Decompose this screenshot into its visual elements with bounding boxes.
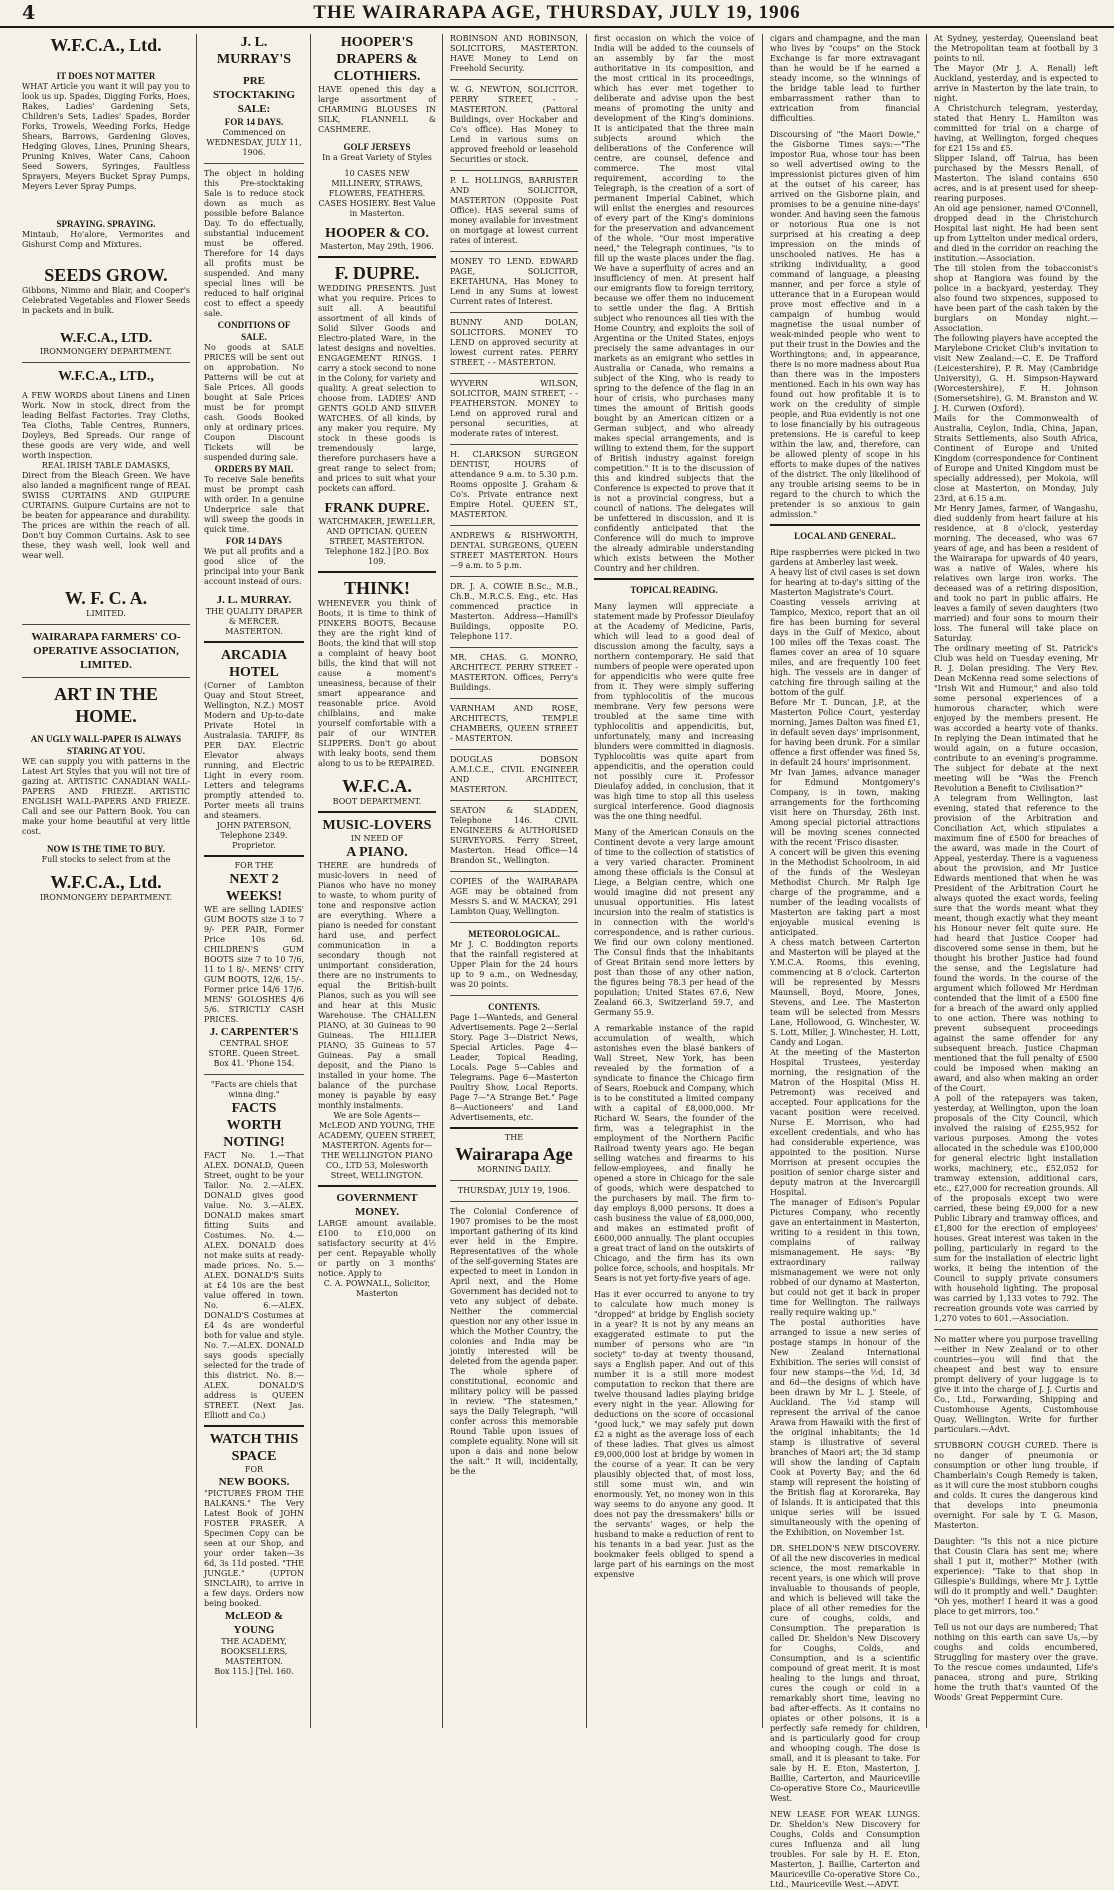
hooper-text: HAVE opened this day a large assortment of CHARMING BLOUSES IN SILK, FLANNELL & CASHMERE. bbox=[318, 85, 436, 134]
topical-item: Many of the American Consuls on the Continent devote a very large amount of time to the collection of statistics of a very varied character. Prominent among these officials is the Consul at Liege, a Belgian centre, which one would imagine did not present any unusual opportunities. His latest incursion into the realm of statistics is in connection with the world's correspondence, and is rather curious. We find our own colony mentioned. The Consul finds that the inhabitants of Great Britain send more letters by post than those of any other nation, the figures being 78.3 per head of the population; United States 67.6, New Zealand 66.3, Switzerland 59.7, and Germany 55.9. bbox=[594, 828, 754, 1017]
local-general-heading: LOCAL AND GENERAL. bbox=[794, 531, 896, 541]
conditions-text: No goods at SALE PRICES will be sent out on approbation. No Patterns will be cut at Sale Prices. All goods bought at Sale Prices must be for prompt cash. Goods Booked only at ordinary prices. Coupon Discount Tickets will be suspended during sale. bbox=[204, 343, 304, 462]
wfca-curtains-text: Direct from the Bleach Green. We have also landed a magnificent range of REAL SWISS CURTAINS AND GUIPURE CURTAINS. Guipure Curtains are not to be beaten for appearance and durability. The prices are within the reach of all. Don't buy Common Curtains. Ask to see these, they wash well, look well and wear well. bbox=[22, 471, 190, 560]
wfca-limited-title: W. F. C. A. bbox=[64, 588, 148, 608]
wfca-linens-text: A FEW WORDS about Linens and Linen Work. Now in stock, direct from the leading Belfast Factories. Tray Cloths, Tea Cloths, Table Centres, Runners, Doyleys, Bed Spreads. Our range of these goods are very wide, and well worth inspection. bbox=[22, 391, 190, 460]
murray-days: FOR 14 DAYS. bbox=[224, 117, 284, 127]
seeds-title: SEEDS GROW. bbox=[44, 265, 168, 285]
column-rule bbox=[442, 34, 443, 1728]
wfca-boot-title: W.F.C.A. bbox=[342, 776, 412, 796]
think-title: THINK! bbox=[343, 578, 410, 598]
advertisement: Tell us not our days are numbered; That nothing on this earth can save Us,—by coughs and colds encumbered, Struggling for mastery over the grave. To the rescue comes undaunted, Life's panacea, strong and pure, Striking home the truth that's vaunted Of the Woods' Great Peppermint Cure. bbox=[934, 1623, 1098, 1702]
arcadia-owner: JOHN PATERSON, Telephone 2349. Proprietor. bbox=[216, 821, 292, 850]
mcleod-title: McLEOD & YOUNG bbox=[224, 1610, 284, 1636]
professional-card: VARNHAM AND ROSE, ARCHITECTS, TEMPLE CHAMBERS, QUEEN STREET - MASTERTON. bbox=[450, 704, 578, 743]
topical-item: Has it ever occurred to anyone to try to calculate how much money is "dropped" at bridge by English society in a year? It is not by any means an exaggerated estimate to put the number of persons who are "in society" to-day at twenty thousand, says a English paper. And out of this number it is a still more modest computation to reckon that there are twelve thousand ladies playing bridge every night in the year. Allowing for deductions on the score of occasional "good luck," we may safely put down £2 a night as the average loss of each of these ladies. That gives us almost £9,000,000 lost at bridge by women in the course of a year. It can be very plausibly objected that, of most loss, still some must win, and win enormously. Yet, no money won in this way seems to do anyone any good. It does not pay the dressmakers' bills or the servants' wages, or help the husband to make a reduction of rent to his tenants in a bad year. Just as the bookmaker feels obliged to spend a large part of his earnings on the most expensive bbox=[594, 1290, 754, 1579]
music-agents: We are Sole Agents— McLEOD AND YOUNG, THE ACADEMY, QUEEN STREET, MASTERTON. Agents for— THE WELLINGTON PIANO CO., LTD 53, Molesworth Street, WELLINGTON. bbox=[318, 1111, 436, 1180]
golf-jerseys: GOLF JERSEYS bbox=[343, 142, 411, 152]
hooper-title: HOOPER'S DRAPERS & CLOTHIERS. bbox=[333, 35, 421, 84]
coop-association: WAIRARAPA FARMERS' CO-OPERATIVE ASSOCIATION, LIMITED. bbox=[31, 631, 181, 671]
column-rule bbox=[196, 34, 197, 1728]
meteorological-text: Mr J. C. Boddington reports that the rainfall registered at Upper Plain for the 24 hours up to 9 a.m., on Wednesday, was 20 points. bbox=[450, 940, 578, 989]
paper-the: THE bbox=[504, 1133, 524, 1142]
wfca-ironmongery-sub: IRONMONGERY DEPARTMENT. bbox=[40, 347, 172, 356]
masthead bbox=[0, 0, 1114, 28]
paper-nameplate: Wairarapa Age bbox=[455, 1144, 573, 1164]
orders-text: To receive Sale benefits must be prompt cash with order. In a genuine Underprice sale that will sweep the goods in quick time. bbox=[204, 475, 304, 534]
column-7 bbox=[930, 34, 1102, 1728]
watch-title: WATCH THIS SPACE bbox=[209, 1432, 299, 1464]
advertisement: STUBBORN COUGH CURED. There is no danger of pneumonia or consumption or other lung trouble, if Chamberlain's Cough Remedy is taken, as it will cure the most stubborn coughs and colds. It cures the dangerous kind that develops into pneumonia overnight. For sale by T. G. Mason, Masterton. bbox=[934, 1441, 1098, 1530]
professional-card: P. L. HOLLINGS, BARRISTER AND SOLICITOR, MASTERTON (Opposite Post Office). HAS several sums of money available for investment on mortgage at lowest current rates of interest. bbox=[450, 176, 578, 245]
local-item: Ripe raspberries were picked in two gardens at Amberley last week. bbox=[770, 548, 920, 567]
murray-footer-title: J. L. MURRAY. bbox=[216, 594, 292, 606]
local-item: At the meeting of the Masterton Hospital Trustees, yesterday morning, the resignation of the Matron of the Hospital (Miss H. Petremont) was received and accepted. Four applications for the vacant position were received. Nurse E. Morrison, who had excellent credentials, and who has had considerable experience, was appointed to the position. Nurse Morrison at present occupies the position of senior charge sister and deputy matron at the Invercargill Hospital. bbox=[770, 1048, 920, 1197]
art-text: WE can supply you with patterns in the Latest Art Styles that you will not tire of gazing at. ARTISTIC CANADIAN WALL-PAPERS AND FRIEZE. ARTISTIC ENGLISH WALL-PAPERS AND FRIEZE. Call and see our Pattern Book. You can make your home beautiful at very little cost. bbox=[22, 757, 190, 836]
think-text: WHENEVER you think of Boots, it is time to think of PINKERS BOOTS, Because they are the right kind of Boots, the kind that will stop a complaint of heavy boot bills, the kind that will not cause a moment's uneasiness, because of their smart appearance and reasonable price. Avoid chilblains, and make yourself comfortable with a pair of our WINTER SLIPPERS. Don't go about with leaky boots, send them along to us to be REPAIRED. bbox=[318, 599, 436, 768]
paper-date: THURSDAY, JULY 19, 1906. bbox=[457, 1186, 571, 1195]
leader-continued: first occasion on which the voice of India will be added to the counsels of an assembly by far the most authoritative in its composition, and the most critical in its proceedings, which has ever met together to deliberate and advise upon the best means of promoting the unity and development of the King's dominions. It is anticipated that the three main subjects around which the deliberations of the Conference will centre, are counsel, defence and commerce. The most vital requirement, according to the Telegraph, is the creation of a sort of permanent Imperial Cabinet, which will enlist the energies and resources of every part of the King's dominions for the preservation and advancement of the whole. "Our most imperative need," the Telegraph continues, "is to fill up the waste places under the flag. We have a superfluity of acres and an insufficiency of men. At present half our emigrants flow to foreign territory, because we offer them no inducement to settle under the flag. A British subject who renounces all ties with the Home Country, and exploits the soil of Argentina or the United States, enjoys precisely the same advantages in our markets as an emigrant who settles in Australia or Canada, who remains a subject of the King, who is ready to spring to the defence of the flag in an hour of crisis, who purchases many times the amount of British goods bought by an American citizen or a German subject, and who already makes special arrangements, and is willing to extend them, for the support of British industry against foreign competition." It is to the discussion of this and kindred subjects that the Conference is expected to prove that it is not a provincial congress, but a council of nations. The delegates will be unfettered in discussion, and it is confidently anticipated that the Conference will do much to improve the already admirable understanding which exists between the Mother Country and her children. bbox=[594, 34, 754, 573]
news-item: A Christchurch telegram, yesterday, stated that Henry L. Hamilton was committed for trial on a charge of having, at Wellington, forged cheques for £21 15s and £5. bbox=[934, 104, 1098, 153]
professional-card: DOUGLAS DOBSON A.M.I.C.E., CIVIL ENGINEER AND ARCHITECT, MASTERTON. bbox=[450, 755, 578, 794]
art-stock: Full stocks to select from at the bbox=[41, 855, 171, 864]
watch-text: "PICTURES FROM THE BALKANS." The Very Latest Book of JOHN FOSTER FRASER. A Specimen Copy can be seen at our Shop, and your order taken—3s 6d, 3s 11d posted. "THE JUNGLE." (UPTON SINCLAIR), to arrive in a few days. Orders now being booked. bbox=[204, 1489, 304, 1608]
leader-article: The Colonial Conference of 1907 promises to be the most important gathering of its kind ever held in the Empire. Representatives of the whole of the self-governing States are expected to meet in London in April next, and the Home Government has decided not to veto any subject of debate. Neither the commercial question nor any other issue in which the Mother Country, the colonies and India may be jointly interested will be deleted from the agenda paper. The whole sphere of constitutional, economic and military policy will be passed in review. "The statesmen," says the Daily Telegraph, "will confer across this memorable Round Table upon issues of complete equality. None will sit upon a dais and none below the salt." It will, incidentally, be the bbox=[450, 1207, 578, 1476]
next-text: WE are selling LADIES' GUM BOOTS size 3 to 7 9/- PER PAIR, Former Price 10s 6d. CHILDREN'S GUM BOOTS size 7 to 10 7/6, 11 to 1 8/-. MENS' CITY GUM BOOTS, 12/6, 15/-. Former price 14/6 17/6. MENS' GOLOSHES 4/6 5/6. STRICTLY CASH PRICES. bbox=[204, 905, 304, 1024]
professional-card: WYVERN WILSON, SOLICITOR, MAIN STREET, - - FEATHERSTON. MONEY to Lend on approved rural and personal securities, at moderate rates of interest. bbox=[450, 379, 578, 438]
column-3 bbox=[314, 34, 440, 1728]
column-4 bbox=[446, 34, 582, 1728]
carpenter-motto: "Facts are chiels that winna ding." bbox=[210, 1080, 298, 1099]
murray-footer-sub: THE QUALITY DRAPER & MERCER. MASTERTON. bbox=[205, 607, 303, 636]
hooper-co-date: Masterton, May 29th, 1906. bbox=[320, 242, 434, 251]
page-number: 4 bbox=[22, 2, 36, 24]
advertisement: Daughter: "Is this not a nice picture that Cousin Clara has sent me; where shall I put it, mother?" Mother (with experience): "Take to that shop in Gillespie's Buildings, where Mr J. Lyttle will do it promptly and well." Daughter: "Oh yes, mother! I heard it was a good place to get mirrors, too." bbox=[934, 1537, 1098, 1616]
music-sub: IN NEED OF bbox=[350, 834, 404, 843]
column-5 bbox=[590, 34, 758, 1728]
art-time: NOW IS THE TIME TO BUY. bbox=[47, 844, 165, 854]
fourteen-days: FOR 14 DAYS bbox=[225, 536, 283, 546]
local-item: Mr Ivan James, advance manager for Edmund Montgomery's Company, is in town, making arrangements for the forthcoming visit here on Thursday, 26th inst. Among special pictorial attractions will be moving scenes connected with the recent 'Frisco disaster. bbox=[770, 768, 920, 847]
murray-text: The object in holding this Pre-stocktaking Sale is to reduce stock down as much as possible before Balance Day. To do effectually, substantial inducement must be offered. Therefore for 14 days all profits must be suspended. And many special lines will be reduced to half original cost to effect a speedy sale. bbox=[204, 169, 304, 318]
dupre-title: F. DUPRE. bbox=[334, 263, 420, 283]
wfca-ad-text: WHAT Article you want it will pay you to look us up. Spades, Digging Forks, Hoes, Rakes, Ladies' Gardening Sets, Children's Sets, Ladies' Spades, Border Forks, Trowels, Weeding Forks, Hedge Shears, Barrows, Gardening Gloves, Hedging Gloves, Lines, Pruning Shears, Pruning Knives, Water Cans, Cahoon Seed Sowers, Syringes, Faultless Sprayers, Meyers Bucket Spray Pumps, Meyers Lever Spray Pumps. bbox=[22, 82, 190, 191]
local-item: Coasting vessels arriving at Tampico, Mexico, report that an oil fire has been burning for several days in the Gulf of Mexico, about 100 miles off the Texas coast. The flames cover an area of 10 square miles, and are frequently 100 feet high. The vessels are in danger of catching fire through sailing at the bottom of the gulf. bbox=[770, 598, 920, 697]
wfca-ad-heading: IT DOES NOT MATTER bbox=[56, 71, 156, 81]
hooper-co-title: HOOPER & CO. bbox=[325, 226, 429, 241]
professional-card: MONEY TO LEND. EDWARD PAGE, SOLICITOR, EKETAHUNA, Has Money to Lend in any Sums at lowest Current rates of Interest. bbox=[450, 257, 578, 306]
wfca-limited-sub: LIMITED. bbox=[86, 609, 126, 618]
carpenter-box: Box 41. 'Phone 154. bbox=[213, 1059, 295, 1068]
frank-dupre-title: FRANK DUPRE. bbox=[324, 501, 430, 516]
wfca-damasks-heading: REAL IRISH TABLE DAMASKS, bbox=[41, 461, 171, 470]
music-title: MUSIC-LOVERS bbox=[322, 818, 432, 833]
wfca-boot-sub: BOOT DEPARTMENT. bbox=[332, 797, 422, 806]
newspaper-title: THE WAIRARAPA AGE, THURSDAY, JULY 19, 1906 bbox=[313, 2, 801, 23]
watch-for: FOR bbox=[244, 1465, 264, 1474]
next-heading: FOR THE bbox=[234, 861, 274, 870]
column-rule bbox=[310, 34, 311, 1728]
govt-money-title: GOVERNMENT MONEY. bbox=[336, 1192, 418, 1218]
orders-heading: ORDERS BY MAIL bbox=[214, 464, 294, 474]
professional-card: MR. CHAS. G. MONRO, ARCHITECT. PERRY STREET - MASTERTON. Offices, Perry's Buildings. bbox=[450, 653, 578, 692]
mcleod-box: Box 115.] [Tel. 160. bbox=[214, 1667, 294, 1676]
murray-title: J. L. MURRAY'S bbox=[216, 35, 292, 67]
wfca-final-title: W.F.C.A., Ltd. bbox=[50, 872, 162, 892]
art-title: ART IN THE HOME. bbox=[54, 684, 158, 726]
professional-card: W. G. NEWTON, SOLICITOR. PERRY STREET, - - MASTERTON. (Pattoral Buildings, over Hockaber and Co's office). Has Money to Lend in various sums on approved freehold or leasehold Securities or stock. bbox=[450, 85, 578, 164]
local-item: The manager of Edison's Popular Pictures Company, who recently gave an entertainment in Masterton, writing to a resident in this town, complains of railway mismanagement. He says: "By extraordinary railway mismanagement we were not only robbed of our dynamo at Masterton, but could not get it back in proper time for Wellington. The railways really require waking up." bbox=[770, 1198, 920, 1317]
topical-heading: TOPICAL READING. bbox=[630, 585, 718, 595]
carpenter-sub: CENTRAL SHOE STORE. Queen Street. bbox=[208, 1039, 300, 1058]
profits-text: We put all profits and a good slice of the principal into your Bank account instead of ours. bbox=[204, 547, 304, 586]
spraying-heading: SPRAYING. SPRAYING. bbox=[56, 219, 156, 229]
local-item: Before Mr T. Duncan, J.P., at the Masterton Police Court, yesterday morning, James Dalton was fined £1, in default seven days' imprisonment, for having been drunk. For a similar offence a first offender was fined 5s, in default 24 hours' imprisonment. bbox=[770, 698, 920, 767]
frank-dupre-sub: WATCHMAKER, JEWELLER, AND OPTICIAN. QUEEN STREET, MASTERTON. bbox=[318, 517, 436, 546]
professional-card: DR. J. A. COWIE B.Sc., M.B., Ch.B., M.R.C.S. Eng., etc. Has commenced practice in Masterton. Address—Hamill's Buildings, opposite P.O. Telephone 117. bbox=[450, 582, 578, 641]
advertisement: No matter where you purpose travelling—either in New Zealand or to other countries—you will find that the cheapest and best way to ensure prompt delivery of your luggage is to give it into the charge of J. J. Curtis and Co., Ltd., Forwarding, Shipping and Customhouse Agents, Customhouse Quay, Wellington. Write for further particulars.—Advt. bbox=[934, 1335, 1098, 1434]
mcleod-sub: THE ACADEMY, BOOKSELLERS, MASTERTON. bbox=[220, 1637, 288, 1666]
professional-card: ROBINSON AND ROBINSON, SOLICITORS, MASTERTON. HAVE Money to Lend on Freehold Security. bbox=[450, 34, 578, 73]
professional-card: COPIES of the WAIRARAPA AGE may be obtained from Messrs S. and W. MACKAY, 291 Lambton Quay, Wellington. bbox=[450, 877, 578, 916]
news-item: The till stolen from the tobacconist's shop at Rangiora was found by the police in a backyard, yesterday. They also found two sixpences, supposed to have been part of the cash taken by the burglars on Monday night.—Association. bbox=[934, 264, 1098, 333]
local-item: A chess match between Carterton and Masterton will be played at the Y.M.C.A. Rooms, this evening, commencing at 8 o'clock. Carterton will be represented by Messrs Maunsell, Boyd, Moore, Jones, Stevens, and Lee. The Masterton team will be selected from Messrs Lane, Hollowood, G. Winchester, W. S. Lott, Miller, J. Winchester, H. Lott, Candy and Logan. bbox=[770, 938, 920, 1047]
column-1 bbox=[18, 34, 194, 1728]
news-item: Slipper Island, off Tairua, has been purchased by the Messrs Renall, of Masterton. The island contains 650 acres, and is at present used for sheep-rearing purposes. bbox=[934, 154, 1098, 203]
advertisement: DR. SHELDON'S NEW DISCOVERY. Of all the new discoveries in medical science, the most remarkable in recent years, is one which will prove invaluable to thousands of people, and which is believed will take the place of all other remedies for the cure of coughs, colds, and Consumption. The preparation is called Dr. Sheldon's New Discovery for Coughs, Colds, and Consumption, and is a scientific compound of great merit. It is most healing to the lungs and throat, cures the cough or cold in a remarkably short time, leaving no bad after-effects. As it contains no opiates or other poisons, it is a perfectly safe remedy for children, and is particularly good for croup and whooping cough. The dose is small, and it is pleasant to take. For sale by H. E. Eton, Masterton, J. Baillie, Carterton, and Mauriceville Co-operative Store Co., Mauriceville West. bbox=[770, 1544, 920, 1803]
column-6 bbox=[766, 34, 924, 1889]
local-item: A heavy list of civil cases is set down for hearing at to-day's sitting of the Masterton Magistrate's Court. bbox=[770, 568, 920, 597]
news-item: The ordinary meeting of St. Patrick's Club was held on Tuesday evening, Mr R. J. Dolan presiding. The Very Rev. Dean McKenna read some selections of "Irish Wit and Humour," and also told some personal experiences of a humorous character, which were enjoyed by the members present. He was accorded a hearty vote of thanks. In replying the Dean intimated that he would again, on a future occasion, contribute to an evening's programme. The subject for debate at the next meeting will be "Was the French Revolution a Benefit to Civilisation?" bbox=[934, 644, 1098, 793]
dupre-text: WEDDING PRESENTS. Just what you require. Prices to suit all. A beautiful assortment of all kinds of Solid Silver Goods and Electro-plated Ware, in the latest designs and novelties. ENGAGEMENT RINGS. I carry a stock second to none in the Colony, for variety and quality. A great selection to choose from. LADIES' AND GENTS GOLD AND SILVER WATCHES. Of all kinds, by any maker you require. My stock in these goods is tremendously large, therefore purchasers have a great range to select from; and prices to suit what your pockets can afford. bbox=[318, 284, 436, 493]
column-rule bbox=[926, 34, 927, 1728]
news-item: The Mayor (Mr J. A. Renall) left Auckland, yesterday, and is expected to arrive in Masterton by the late train, to night. bbox=[934, 64, 1098, 103]
murray-date: Commenced on WEDNESDAY, JULY 11, 1906. bbox=[206, 128, 302, 157]
wfca-ad-title: W.F.C.A., Ltd. bbox=[50, 35, 162, 55]
murray-sale: PRE STOCKTAKING SALE: bbox=[212, 75, 296, 115]
advertisement: NEW LEASE FOR WEAK LUNGS. Dr. Sheldon's New Discovery for Coughs, Colds and Consumption cures Influenza and all lung troubles. For sale by H. E. Eton, Masterton, J. Baillie, Carterton and Mauriceville Co-operative Store Co., Ltd., Mauriceville West.—ADVT. bbox=[770, 1810, 920, 1889]
meteorological-heading: METEOROLOGICAL. bbox=[468, 929, 560, 939]
music-piano: A PIANO. bbox=[346, 845, 408, 860]
professional-card: ANDREWS & RISHWORTH, DENTAL SURGEONS, QUEEN STREET MASTERTON. Hours—9 a.m. to 5 p.m. bbox=[450, 531, 578, 570]
wfca-ironmongery-title: W.F.C.A., LTD. bbox=[59, 331, 153, 346]
contents-list: Page 1—Wanteds, and General Advertisements. Page 2—Serial Story. Page 3—District News, Special Articles. Page 4—Leader, Topical Reading, Locals. Page 5—Cables and Telegrams. Page 6—Masterton Poultry Show, Local Reports. Page 7—"A Strange Bet." Page 8—Auctioneers' and Land Advertisements, etc. bbox=[450, 1013, 578, 1122]
govt-money-name: C. A. POWNALL, Solicitor, Masterton bbox=[323, 1279, 431, 1298]
golf-text: In a Great Variety of Styles bbox=[322, 153, 432, 162]
music-text: THERE are hundreds of music-lovers in need of Pianos who have no money to waste, to whom purity of tone and responsive action are everything. Where a piano is needed for constant hard use, and perfect communication in a secondary though not unimportant consideration, there are no instruments to equal the British-built Pianos, such as you will see and hear at this Music Warehouse. The CHALLEN PIANO, at 30 Guineas to 90 Guineas. The HILLIER PIANO, 35 Guineas to 57 Guineas. Pay a small deposit, and the Piano is installed in your home. The balance of the purchase money is payable by easy monthly instalments. bbox=[318, 861, 436, 1110]
hooper-cases: 10 CASES NEW MILLINERY, STRAWS, FLOWERS, FEATHERS. CASES HOSIERY. Best Value in Masterton. bbox=[318, 169, 436, 218]
column-2 bbox=[200, 34, 308, 1728]
news-item: Mails for the Commonwealth of Australia, Ceylon, India, China, Japan, Straits Settlements, also South Africa, Continent of Europe and United Kingdom (correspondence for Continent of Europe and United Kingdom must be specially addressed), per Mokoia, will close at Masterton, on Monday, July 23rd, at 6.15 a.m. bbox=[934, 414, 1098, 503]
news-item: At Sydney, yesterday, Queensland beat the Metropolitan team at football by 3 points to nil. bbox=[934, 34, 1098, 63]
govt-money-text: LARGE amount available. £100 to £10,000 on satisfactory security at 4½ per cent. Repayable wholly or partly on 3 months' notice. Apply to bbox=[318, 1219, 436, 1278]
topical-item: A remarkable instance of the rapid accumulation of wealth, which astonishes even the blasé bankers of Wall Street, New York, has been revealed by the formation of a syndicate to finance the Chicago firm of Sears, Roebuck and Company, which is to be constituted a limited company with a capital of £8,000,000. Mr Richard W. Sears, the founder of the firm, was a telegraphist in the employment of the Northern Pacific Railroad twenty years ago. He began selling watches and firearms to his fellow-employees, and finally he opened a store in Chicago for the sale of goods, which were despatched to the purchasers by mail. The firm to-day employs 8,000 persons. It does a cash business the value of £8,000,000, and makes an estimated profit of £600,000 annually. The plant occupies a great tract of land on the outskirts of Chicago, and the firm has its own police force, schools, and hospitals. Mr Sears is not yet forty-five years of age. bbox=[594, 1024, 754, 1283]
local-item: The postal authorities have arranged to issue a new series of postage stamps in honour of the New Zealand International Exhibition. The series will consist of four new stamps—the ½d, 1d, 3d and 6d—the designs of which have been drawn by Mr L. J. Steele, of Auckland. The ½d stamp will represent the arrival of the canoe Arawa from Hawaiki with the first of the original inhabitants; the 1d stamp is illustrative of several branches of Maori art; the 3d stamp will show the landing of Captain Cook at Poverty Bay; and the 6d stamp will represent the hoisting of the British flag at Kororareka, Bay of Islands. It is anticipated that this unique series will be issued simultaneously with the opening of the Exhibition, on November 1st. bbox=[770, 1318, 920, 1537]
arcadia-text: (Corner of Lambton Quay and Stout Street, Wellington, N.Z.) MOST Modern and Up-to-date Private Hotel in Australasia. TARIFF, 8s PER DAY. Electric Elevator always running, and Electric Light in every room. Letters and telegrams promptly attended to. Porter meets all trains and steamers. bbox=[204, 681, 304, 820]
local-item: A concert will be given this evening in the Methodist Schoolroom, in aid of the funds of the Wesleyan Methodist Church. Mr Ralph Ige charge of the programme, and a number of the leading vocalists of Masterton are taking part a most enjoyable musical evening is anticipated. bbox=[770, 848, 920, 937]
art-heading: AN UGLY WALL-PAPER IS ALWAYS STARING AT YOU. bbox=[30, 734, 182, 756]
seeds-text: Gibbons, Nimmo and Blair, and Cooper's Celebrated Vegetables and Flower Seeds in packets and in bulk. bbox=[22, 286, 190, 315]
news-item: The following players have accepted the Marylebone Cricket Club's invitation to visit New Zealand:—C. E. De Trafford (Leicestershire), P. R. May (Cambridge University), G. H. Simpson-Hayward (Worcestershire), F. H. Johnson (Somersetshire), G. M. Branston and W. J. H. Curwen (Oxford). bbox=[934, 334, 1098, 413]
spraying-text: Mintaub, Ho'alore, Vermorites and Gishurst Comp and Mixtures. bbox=[22, 230, 190, 249]
paper-sub: MORNING DAILY. bbox=[477, 1165, 551, 1174]
news-item: A telegram from Wellington, last evening, stated that reference to the provision of the Arbitration and Conciliation Act, which stipulates a maximum fine of £500 for breaches of the award, was made in the Court of Appeal, yesterday. There is a vagueness about the provision, and Mr Justice Edwards mentioned that when he was President of the Arbitration Court he always quoted the exact words, feeling sure that the words meant what they meant, though exactly what they meant his Honour never felt quite sure. He had heard that Justice Cooper had discovered some sense in them, but he thought his brother Justice had found the sense, and the Legislature had found the words. In the course of the argument which followed Mr Herdman contended that the limit of a £500 fine for a breach of the award only applied to one action. There was nothing to prevent subsequent proceedings against the same offender for any subsequent breach. Justice Chapman mentioned that the full penalty of £500 could be imposed when making an award, and also when making an order of the Court. bbox=[934, 794, 1098, 1093]
watch-books: NEW BOOKS. bbox=[218, 1476, 290, 1488]
facts-title: FACTS WORTH NOTING! bbox=[223, 1101, 285, 1150]
arcadia-title: ARCADIA HOTEL bbox=[220, 648, 288, 680]
professional-card: H. CLARKSON SURGEON DENTIST, HOURS of attendance 9 a.m. to 5.30 p.m. Rooms opposite J. Graham & Co's. Private entrance next Empire Hotel. QUEEN ST., MASTERTON. bbox=[450, 450, 578, 519]
topical-item: Discoursing of "the Maori Dowie," the Gisborne Times says:—"The impostor Rua, whose tour has been so well advertised owing to the impressionist pictures given of him at the outset of his career, has arrived on the Gisborne plain, and promises to be a genuine nine-days' wonder. And having seen the famous or notorious Rua one is not surprised at his creating a deep impression on the minds of unschooled natives. He has a striking individuality, a good command of language, a pleasing manner, and per force a style of utterance that in a European would prove most effective and in a campaign of humbug would magnetise the usual number of weak-minded people who went to put their trust in the Dowies and the Worthingtons; and, in appearance, there is no more madness about Rua than there was in the imposters mentioned. Each in his own way has found out how profitable it is to work on the credulity of simple people, and Rua evidently is not one to lose financially by his outrageous pretensions. He is careful to keep within the law, and, therefore, can be allowed plenty of scope in his efforts to make dupes of the natives of the district. The only likelihood of any trouble arising seems to be in regard to the church to which the pretender is so anxious to gain admission." bbox=[770, 130, 920, 519]
carpenter-title: J. CARPENTER'S bbox=[209, 1026, 299, 1038]
topical-continued: cigars and champagne, and the man who lives by "coups" on the Stock Exchange is far more extravagant than he would be if he earned a steady income, so the winnings of the bridge table lead to further embarrassment rather than to extrication from financial difficulties. bbox=[770, 34, 920, 123]
topical-item: Many laymen will appreciate a statement made by Professor Dieulafoy at the Academy of Medicine, Paris, which will lead to a good deal of discussion among the faculty, says a northern contemporary. He said that numbers of people were operated upon for appendicitis who were quite free from it. They were simply suffering from typhlocolitis of the mucous membrane. Very few persons were troubled at the same time with typhlocolitis and appendicitis, but, unfortunately, many and increasing blunders were committed in diagnosis. Typhlocolitis was quite apart from appendicitis, and the operation could not possibly cure it. Professor Dieulafoy added, in conclusion, that it was high time to stop all this useless surgical interference. Good diagnosis was the one thing needful. bbox=[594, 602, 754, 821]
news-item: A poll of the ratepayers was taken, yesterday, at Wellington, upon the loan proposals of the City Council, which involved the raising of £255,952 for various purposes. Among the votes allocated in the schedule was £100,000 for general electric light installation works, machinery, etc., £52,052 for tramway extension, additional cars, etc., £27,000 for recreation grounds. All of the proposals except two were carried, these being £9,000 for a new Public Library and tramway offices, and £1,800 for the erection of employees' houses. Great interest was taken in the polling, particularly in regard to the sum for the installation of electric light works, it being the intention of the Council to supply private consumers with household lighting. The proposal was carried by 1,133 votes to 792. The recreation grounds vote was carried by 1,270 votes to 601.—Association. bbox=[934, 1094, 1098, 1323]
frank-dupre-tel: Telephone 182.] [P.O. Box 109. bbox=[325, 547, 429, 566]
professional-card: BUNNY AND DOLAN, SOLICITORS. MONEY TO LEND on approved security at lowest current rates. PERRY STREET, - - MASTERTON. bbox=[450, 318, 578, 367]
professional-card: SEATON & SLADDEN, Telephone 146. CIVIL ENGINEERS & AUTHORISED SURVEYORS. Ferry Street, Masterton. Head Office—14 Brandon St., Wellington. bbox=[450, 806, 578, 865]
wfca-linens-title: W.F.C.A., LTD., bbox=[58, 369, 154, 384]
facts-text: FACT No. 1.—That ALEX. DONALD, Queen Street, ought to be your Tailor. No. 2.—ALEX. DONALD gives good value. No. 3.—ALEX. DONALD makes smart fitting Suits and Costumes. No. 4.—ALEX. DONALD does not make suits at ready-made prices. No. 5.—ALEX. DONALD'S Suits at £4 10s are the best value offered in town. No. 6.—ALEX. DONALD'S Costumes at £4 4s are wonderful both for value and style. No. 7.—ALEX. DONALD says goods specially selected for the trade of this district. No. 8.—ALEX. DONALD'S address is QUEEN STREET. (Next Jas. Elliott and Co.) bbox=[204, 1151, 304, 1420]
conditions-heading: CONDITIONS OF SALE. bbox=[217, 320, 291, 342]
news-item: An old age pensioner, named O'Connell, dropped dead in the Christchurch Hospital last night. He had been sent up from Lyttelton under medical orders, and died in the corridor on reaching the institution.—Association. bbox=[934, 204, 1098, 263]
next-title: NEXT 2 WEEKS! bbox=[225, 872, 282, 904]
wfca-final-sub: IRONMONGERY DEPARTMENT. bbox=[40, 893, 172, 902]
news-item: Mr Henry James, farmer, of Wangashu, died suddenly from heart failure at his residence, at 8 o'clock, yesterday morning. The deceased, who was 67 years of age, and has been a resident of the Wairarapa for upwards of 40 years, was a native of Wales, where his relatives own large iron works. The deceased was of a retiring disposition, and took no part in public affairs. He leaves a family of seven daughters (two married) and four sons to mourn their loss. The funeral will take place on Saturday. bbox=[934, 504, 1098, 643]
column-rule bbox=[762, 34, 763, 1728]
contents-heading: CONTENTS. bbox=[488, 1002, 540, 1012]
column-rule bbox=[586, 34, 587, 1728]
